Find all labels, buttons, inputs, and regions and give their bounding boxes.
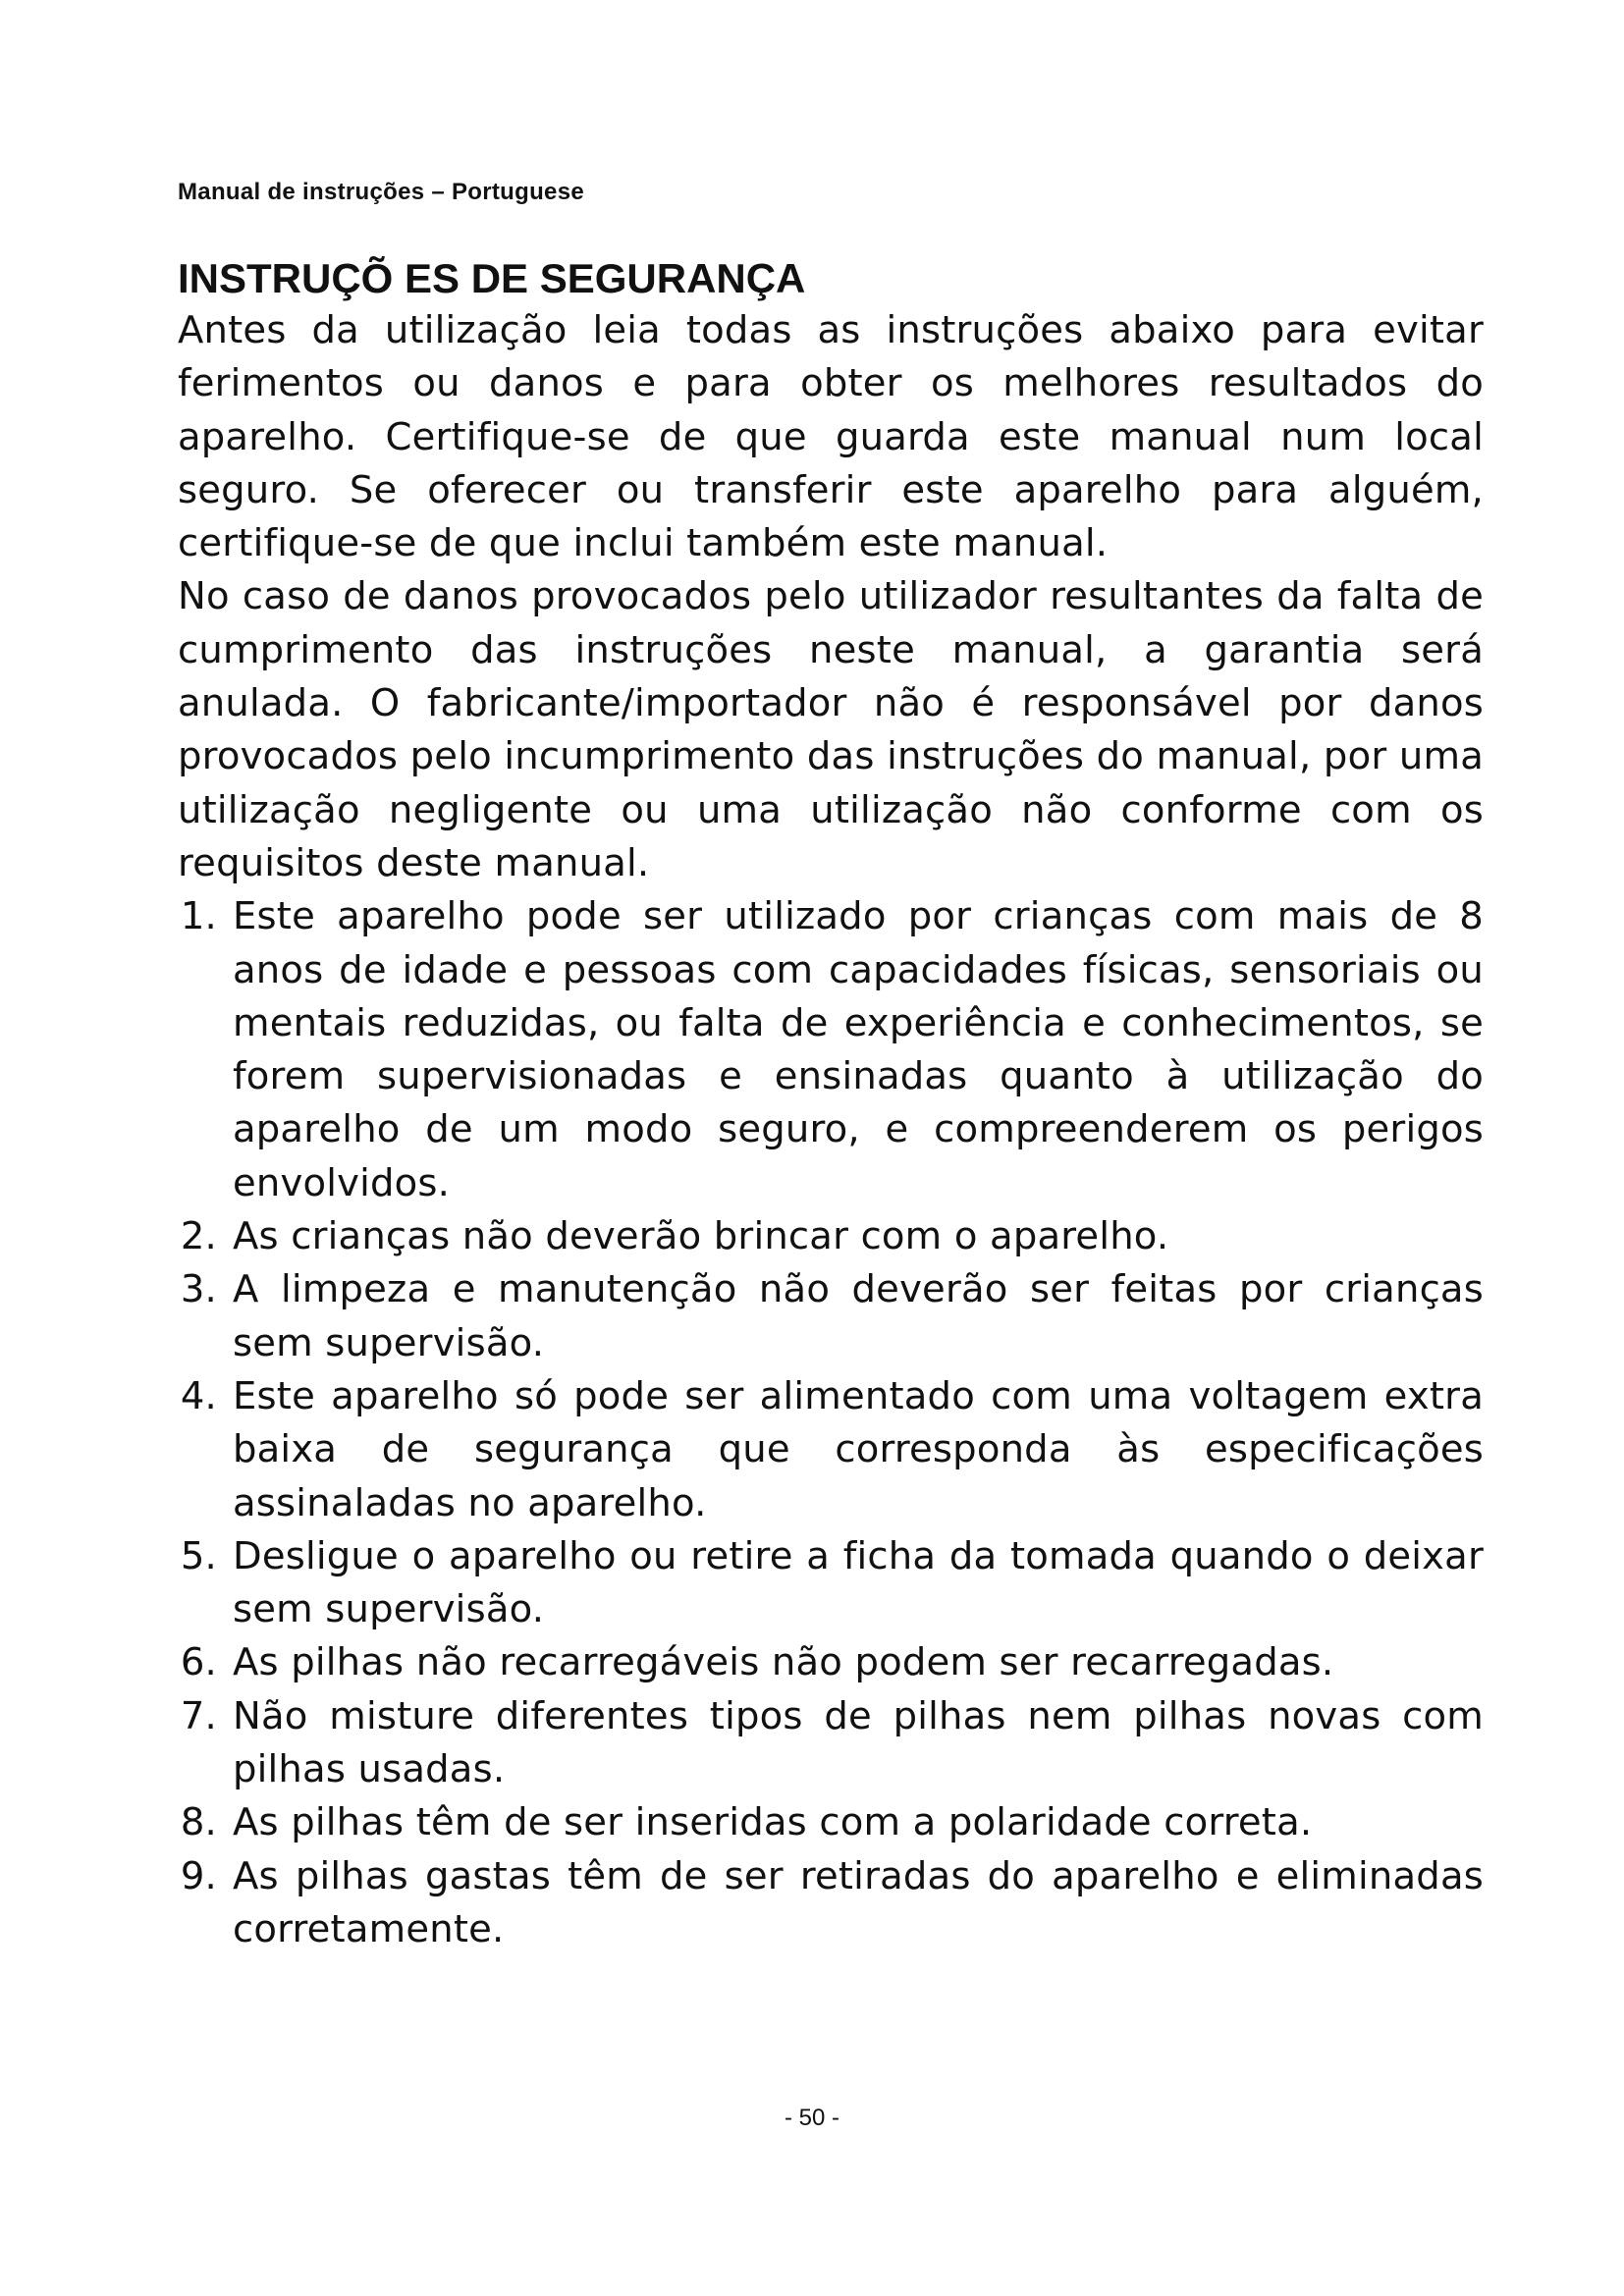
list-item-number: 5. <box>180 1533 217 1578</box>
list-item <box>162 1850 1484 1957</box>
list-item <box>162 1210 1484 1263</box>
list-item-number: 3. <box>180 1267 217 1312</box>
list-item-text: A limpeza e manutenção não deverão ser feitas por crianças sem supervisão. <box>233 1267 1484 1365</box>
page-number: - 50 - <box>784 2105 839 2131</box>
list-item-number: 6. <box>180 1640 217 1685</box>
safety-list <box>162 890 1484 1956</box>
list-item <box>162 1263 1484 1370</box>
list-item-text: Este aparelho pode ser utilizado por crianças com mais de 8 anos de idade e pessoas com capacidades físicas, sensoriais ou mentais reduzidas, ou falta de experiência e conhecimentos, se forem supervisionadas e ensinadas quanto à utilização do aparelho de um modo seguro, e compreenderem os perigos envolvidos. <box>233 894 1484 1205</box>
list-item <box>162 1690 1484 1797</box>
section-title: INSTRUÇÕ ES DE SEGURANÇA <box>178 255 806 301</box>
warranty-paragraph: No caso de danos provocados pelo utilizador resultantes da falta de cumprimento das instruções neste manual, a garantia será anulada. O fabricante/importador não é responsável por danos provocados pelo incumprimento das instruções do manual, por uma utilização negligente ou uma utilização não conforme com os requisitos deste manual. <box>178 574 1484 885</box>
list-item <box>162 1370 1484 1530</box>
safety-instructions-section <box>178 253 1484 1956</box>
list-item-text: As pilhas gastas têm de ser retiradas do aparelho e eliminadas corretamente. <box>233 1853 1484 1951</box>
list-item-text: Este aparelho só pode ser alimentado com uma voltagem extra baixa de segurança que corresponda às especificações assinaladas no aparelho. <box>233 1373 1484 1525</box>
list-item <box>162 1530 1484 1637</box>
list-item <box>162 890 1484 1210</box>
list-item-text: As crianças não deverão brincar com o aparelho. <box>233 1214 1169 1259</box>
list-item-text: As pilhas têm de ser inseridas com a polaridade correta. <box>233 1800 1313 1845</box>
list-item-number: 4. <box>180 1373 217 1418</box>
list-item-text: Desligue o aparelho ou retire a ficha da tomada quando o deixar sem supervisão. <box>233 1533 1484 1632</box>
list-item-text: Não misture diferentes tipos de pilhas nem pilhas novas com pilhas usadas. <box>233 1693 1484 1792</box>
list-item-number: 2. <box>180 1214 217 1259</box>
list-item <box>162 1636 1484 1689</box>
list-item <box>162 1796 1484 1849</box>
list-item-text: As pilhas não recarregáveis não podem ser recarregadas. <box>233 1640 1334 1685</box>
intro-paragraph: Antes da utilização leia todas as instruções abaixo para evitar ferimentos ou danos e para obter os melhores resultados do aparelho. Certifique-se de que guarda este manual num local seguro. Se oferecer ou transferir este aparelho para alguém, certifique-se de que inclui também este manual. <box>178 308 1484 566</box>
list-item-number: 9. <box>180 1853 217 1898</box>
list-item-number: 7. <box>180 1693 217 1738</box>
list-item-number: 1. <box>180 894 217 939</box>
list-item-number: 8. <box>180 1800 217 1845</box>
running-header: Manual de instruções – Portuguese <box>178 179 584 205</box>
